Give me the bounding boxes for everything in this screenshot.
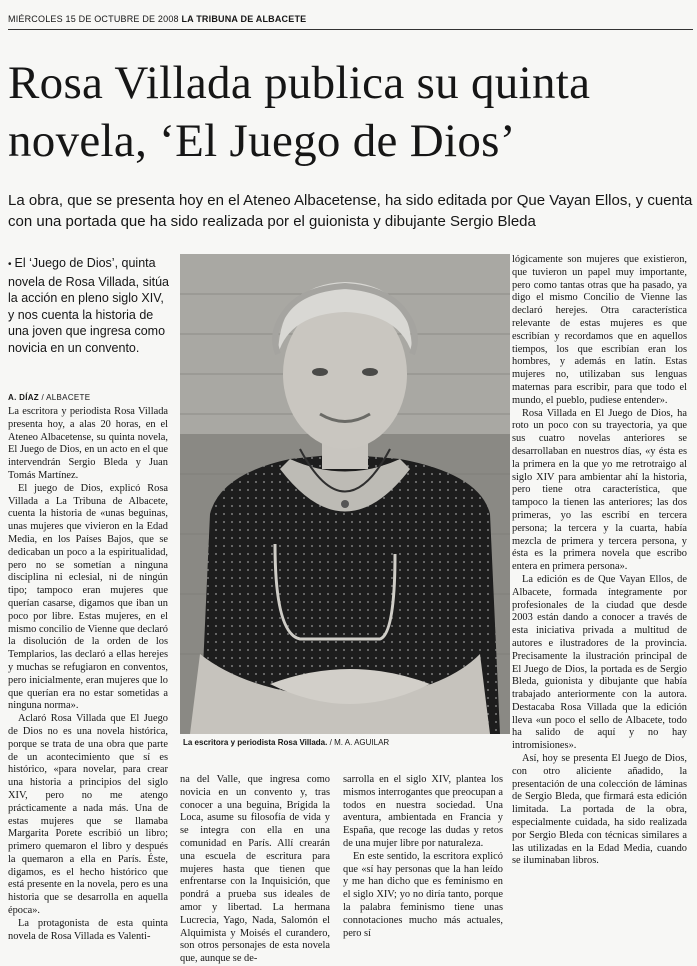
paragraph: Aclaró Rosa Villada que El Juego de Dios no es una novela histórica, porque se trata de una obra que parte de un acontecimiento que sí es histórico, «para novelar, para crear una historia a principios del siglo XIV, pero no me atengo prácticamente a nada más. Una de estas mujeres que se llamaba Margarita Porete escribió un libro; primero quemaron el libro y después la quemaron a ella en París. Éste, digamos, es el hecho histórico que está presente en la novela, pero es una historia que se desarrolla en aquella época». bbox=[8, 713, 168, 917]
headline: Rosa Villada publica su quinta novela, ‘El Juego de Dios’ bbox=[8, 57, 591, 167]
paragraph: Rosa Villada en El Juego de Dios, ha roto un poco con su trayectoria, ya que sus cuatro novelas anteriores se desarrollaban en nuestros días, «y ésta es la primera en la que yo me retrotraigo al siglo XIV para ambientar ahí la historia, pero tiene otra característica, que tampoco la tienen las anteriores; las dos primeras, yo las escribí en tercera persona; la tercera y la cuarta, había mezcla de primera y tercera persona, y ésta es la primera novela que escribo entera en primera persona». bbox=[512, 407, 687, 573]
photo-illustration bbox=[180, 254, 510, 734]
body-column-4 bbox=[512, 254, 687, 951]
paragraph: sarrolla en el siglo XIV, plantea los mismos interrogantes que preocupan a todos en nuestra sociedad. Una aventura, ambientada en Francia y España, que recoge las dudas y retos de una mujer libre por naturaleza. bbox=[343, 774, 503, 849]
bullet-icon: • bbox=[8, 259, 12, 270]
paragraph: Así, hoy se presenta El Juego de Dios, con otro aliciente añadido, la presentación de una colección de láminas de Sergio Bleda, que firmará esta edición limitada. La portada de la obra, especialmente cuidada, ha sido realizada por Sergio Bleda con técnicas similares a las utilizadas en la Edad Media, cuando se iluminaban libros. bbox=[512, 753, 687, 867]
paragraph: En este sentido, la escritora explicó que «sí hay personas que la han leído y me han dicho que es feminismo en el siglo XIV; yo no diría tanto, porque la palabra feminismo tiene unas connotaciones mucho más actuales, pero sí bbox=[343, 850, 503, 939]
byline-place: ALBACETE bbox=[46, 393, 91, 402]
photo-caption bbox=[183, 738, 508, 747]
byline-separator: / bbox=[41, 393, 45, 402]
byline-author: A. DÍAZ bbox=[8, 393, 39, 402]
caption-text: La escritora y periodista Rosa Villada. bbox=[183, 738, 328, 747]
page-folio bbox=[8, 14, 693, 24]
paragraph: La edición es de Que Vayan Ellos, de Albacete, formada íntegramente por profesionales de la ciudad que desde 2003 están dando a conocer a través de esta iniciativa privada a multitud de autores e ilustradores de la provincia. Precisamente la ilustración principal de El Juego de Dios, la portada es de Sergio Bleda, guionista y dibujante que había trabajado anteriormente con la autora. Destacaba Rosa Villada que la edición lleva «un poco el sello de Albacete, todo ha salido de aquí y no hay intromisiones». bbox=[512, 573, 687, 752]
summary-box bbox=[8, 255, 170, 356]
body-column-2 bbox=[180, 774, 330, 965]
folio-paper: LA TRIBUNA DE ALBACETE bbox=[181, 14, 307, 24]
paragraph: lógicamente son mujeres que existieron, que tuvieron un papel muy importante, pero como tantas otras que ha pasado, ya digo el mismo Concilio de Vienne las declaró herejes. Otra característica relevante de estas mujeres es que escribían y recordamos que en aquellos tiempos, los que escribían eran los hombres, y además en latín. Estas mujeres no, utilizaban sus lenguas maternas para escribir, para que todo el mundo, el pueblo, pudiese entender». bbox=[512, 254, 687, 406]
byline bbox=[8, 393, 173, 402]
paragraph: La protagonista de esta quinta novela de Rosa Villada es Valenti- bbox=[8, 917, 168, 942]
paragraph: La escritora y periodista Rosa Villada presenta hoy, a alas 20 horas, en el Ateneo Albacetense, su quinta novela, El Juego de Dios, en un acto en el que intervendrán Sergio Bleda y Juan Tomás Martínez. bbox=[8, 406, 168, 481]
caption-separator: / bbox=[329, 738, 332, 747]
body-column-1 bbox=[8, 406, 168, 951]
caption-credit: M. A. AGUILAR bbox=[334, 738, 390, 747]
folio-date: MIÉRCOLES 15 DE OCTUBRE DE 2008 bbox=[8, 14, 179, 24]
deck-subtitle: La obra, que se presenta hoy en el Ateneo Albacetense, ha sido editada por Que Vayan Ellos, y cuenta con una portada que ha sido realizada por el guionista y dibujante Sergio Bleda bbox=[8, 192, 693, 230]
author-photo bbox=[180, 254, 510, 734]
paragraph: na del Valle, que ingresa como novicia en un convento y, tras conocer a una beguina, Brígida la Loca, asume su filosofía de vida y se integra con ella en una comunidad en París. Allí crearán una escuela de escritura para mujeres hasta que tienen que enfrentarse con la Inquisición, que pondrá a prueba sus ideales de amor y libertad. La hermana Lucrecia, Yago, Nada, Salomón el Alquimista y Moisés el curandero, son otros personajes de esta novela que, aunque se de- bbox=[180, 774, 330, 965]
summary-text: El ‘Juego de Dios’, quinta novela de Rosa Villada, sitúa la acción en pleno siglo XIV, y nos cuenta la historia de una joven que ingresa como novicia en un convento. bbox=[8, 256, 169, 355]
top-rule bbox=[8, 29, 693, 30]
body-column-3 bbox=[343, 774, 503, 951]
paragraph: El juego de Dios, explicó Rosa Villada a La Tribuna de Albacete, cuenta la historia de «unas beguinas, unas mujeres que vivieron en la Edad Media, en los Países Bajos, que se dedicaban un poco a la espiritualidad, pero no se sometían a ninguna disciplina ni eclesial, ni de ningún tipo; tampoco eran mujeres que querían casarse, digamos que iban un poco por libre. Estas mujeres, en el mismo concilio de Vienne que declaró la disolución de la orden de los Templarios, las declaró a ellas herejes y muchas se refugiaron en conventos, pero inicialmente, eran mujeres que lo que querían era no estar sometidas a ninguna norma». bbox=[8, 482, 168, 712]
